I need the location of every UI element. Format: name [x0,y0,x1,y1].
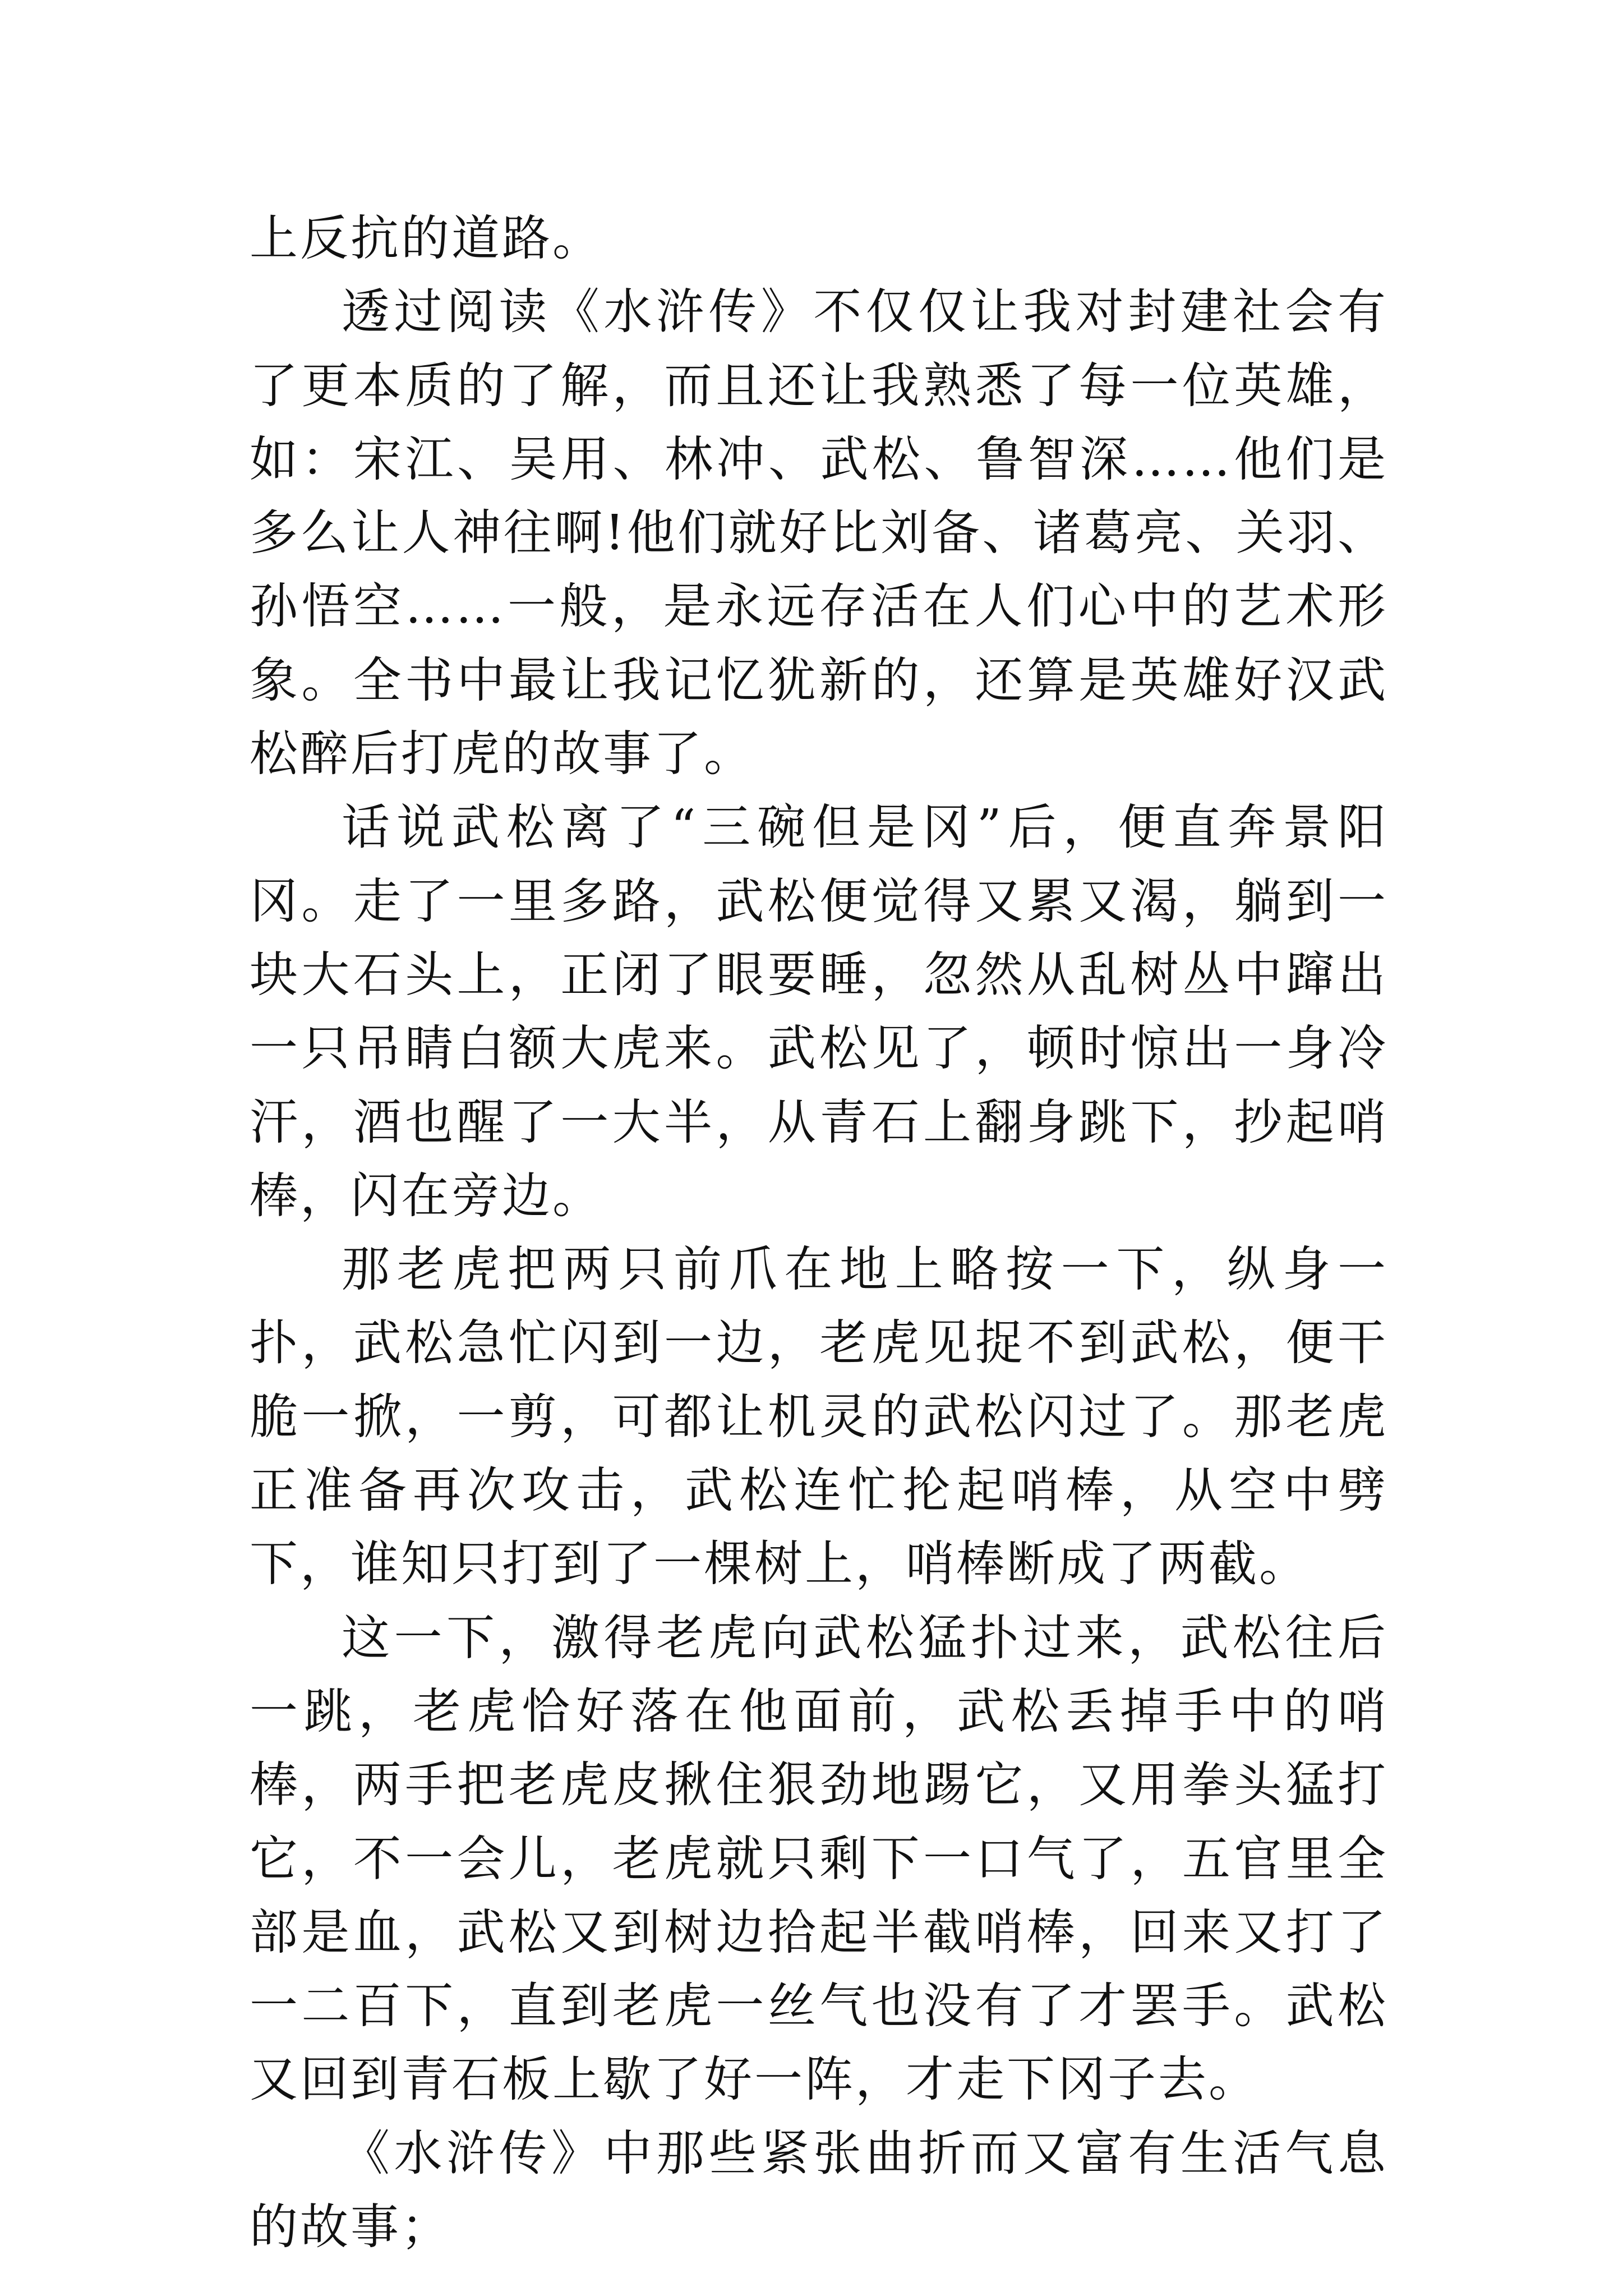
paragraph-6: 《水浒传》中那些紧张曲折而又富有生活气息的故事； [250,2125,1388,2256]
paragraph-3: 话说武松离了“三碗但是冈”后，便直奔景阳冈。走了一里多路，武松便觉得又累又渴，躺到一块大石头上，正闭了眼要睡，忽然从乱树丛中蹿出一只吊睛白额大虎来。武松见了，顿时惊出一身冷汗，酒也醒了一大半，从青石上翻身跳下，抄起哨棒，闪在旁边。 [250,799,1388,1224]
paragraph-4: 那老虎把两只前爪在地上略按一下，纵身一扑，武松急忙闪到一边，老虎见捉不到武松，便干脆一掀，一剪，可都让机灵的武松闪过了。那老虎正准备再次攻击，武松连忙抡起哨棒，从空中劈下，谁知只打到了一棵树上，哨棒断成了两截。 [250,1241,1388,1593]
paragraph-5: 这一下，激得老虎向武松猛扑过来，武松往后一跳，老虎恰好落在他面前，武松丢掉手中的哨棒，两手把老虎皮揪住狠劲地踢它，又用拳头猛打它，不一会儿，老虎就只剩下一口气了，五官里全部是血，武松又到树边拾起半截哨棒，回来又打了一二百下，直到老虎一丝气也没有了才罢手。武松又回到青石板上歇了好一阵，才走下冈子去。 [250,1609,1388,2108]
body-text [250,202,1388,2264]
paragraph-2: 透过阅读《水浒传》不仅仅让我对封建社会有了更本质的了解，而且还让我熟悉了每一位英雄，如：宋江、吴用、林冲、武松、鲁智深……他们是多么让人神往啊!他们就好比刘备、诸葛亮、关羽、孙悟空……一般，是永远存活在人们心中的艺术形象。全书中最让我记忆犹新的，还算是英雄好汉武松醉后打虎的故事了。 [250,284,1388,783]
paragraph-1: 上反抗的道路。 [250,210,603,266]
